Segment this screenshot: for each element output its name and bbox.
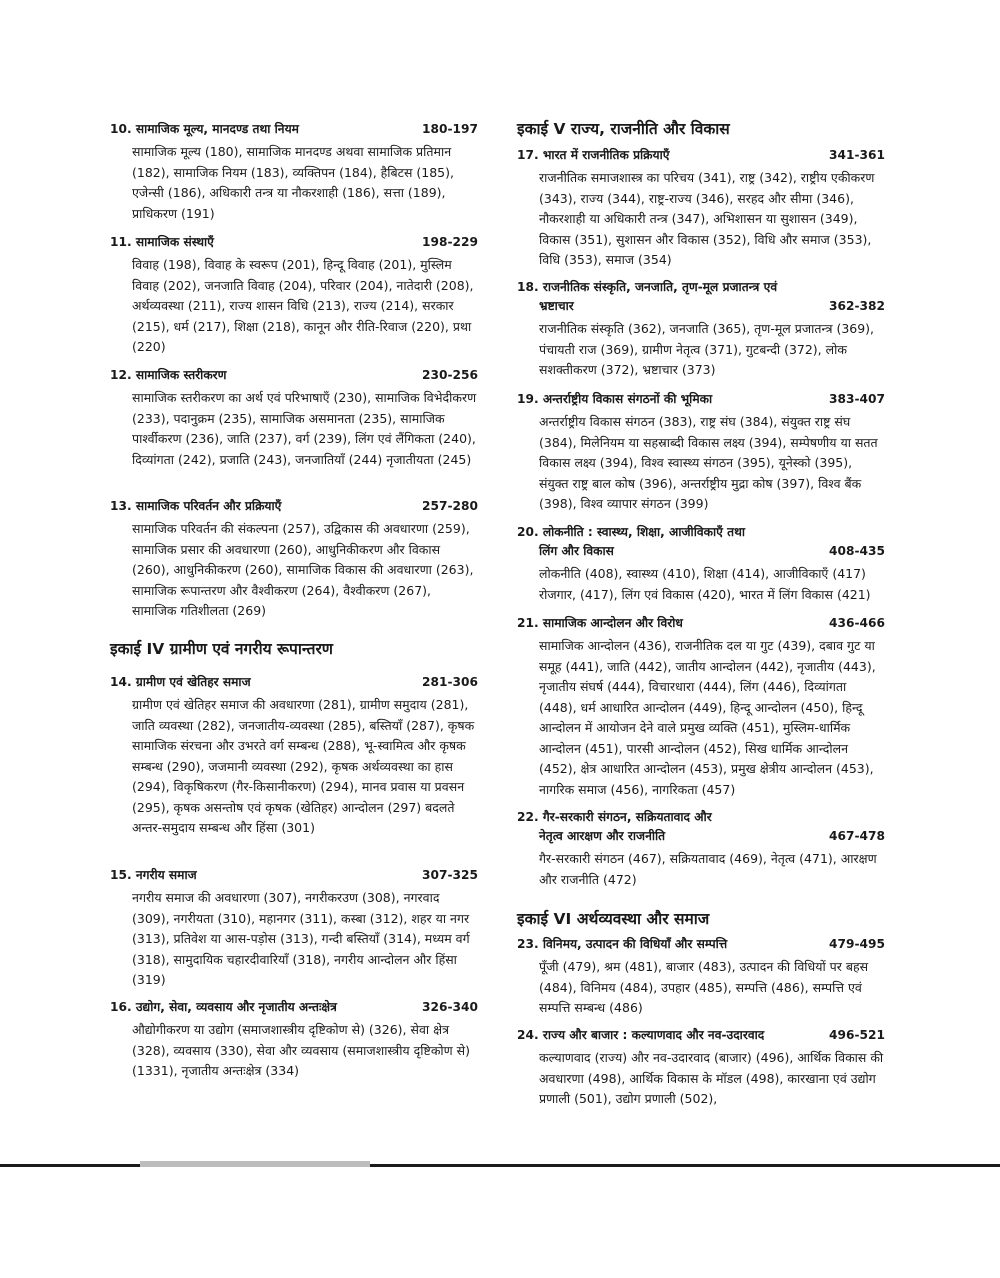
entry-title: भारत में राजनीतिक प्रक्रियाएँ xyxy=(542,148,670,162)
entry-number: 20. xyxy=(517,525,539,539)
entry-pages: 257-280 xyxy=(422,499,478,513)
entry-title: राजनीतिक संस्कृति, जनजाति, तृण-मूल प्रजातन्त्र एवं xyxy=(542,280,778,294)
entry-description: अन्तर्राष्ट्रीय विकास संगठन (383), राष्ट्र संघ (384), संयुक्त राष्ट्र संघ (384), मिलेनियम या सहस्राब्दी विकास लक्ष्य (394), सम्पेषणीय या सतत विकास लक्ष्य (394), विश्व स्वास्थ्य संगठन (395), यूनेस्को (395), संयुक्त राष्ट्र बाल कोष (396), अन्तर्राष्ट्रीय मुद्रा कोष (397), विश्व बैंक (398), विश्व व्यापार संगठन (399) xyxy=(539,414,878,511)
entry-title: गैर-सरकारी संगठन, सक्रियतावाद और xyxy=(542,810,712,824)
toc-entry-17 xyxy=(517,146,885,271)
entry-heading xyxy=(517,523,885,542)
unit-heading-v: इकाई V राज्य, राजनीति और विकास xyxy=(517,120,730,138)
entry-description: ग्रामीण एवं खेतिहर समाज की अवधारणा (281), ग्रामीण समुदाय (281), जाति व्यवस्था (282), जनजातीय-व्यवस्था (285), बस्तियाँ (287), कृषक सामाजिक संरचना और उभरते वर्ग सम्बन्ध (288), भू-स्वामित्व और कृषक सम्बन्ध (290), जजमानी व्यवस्था (292), कृषक अर्थव्यवस्था का हास (294), विकृषिकरण (गैर-किसानीकरण) (294), मानव प्रवास या प्रवसन (295), कृषक असन्तोष एवं कृषक (खेतिहर) आन्दोलन (297) बदलते अन्तर-समुदाय सम्बन्ध और हिंसा (301) xyxy=(132,697,475,835)
entry-title: ग्रामीण एवं खेतिहर समाज xyxy=(135,675,251,689)
entry-title: सामाजिक स्तरीकरण xyxy=(135,368,227,382)
entry-title: अन्तर्राष्ट्रीय विकास संगठनों की भूमिका xyxy=(542,392,713,406)
unit-heading-vi: इकाई VI अर्थव्यवस्था और समाज xyxy=(517,910,710,928)
footer-rule-accent xyxy=(140,1161,370,1167)
entry-title: विनिमय, उत्पादन की विधियाँ और सम्पत्ति xyxy=(542,937,728,951)
entry-description: सामाजिक आन्दोलन (436), राजनीतिक दल या गुट (439), दबाव गुट या समूह (441), जाति (442), जातीय आन्दोलन (442), नृजातीय (443), नृजातीय संघर्ष (444), विचारधारा (444), लिंग (446), दिव्यांगता (448), धर्म आधारित आन्दोलन (449), हिन्दू आन्दोलन (450), हिन्दू आन्दोलन में आयोजन देने वाले प्रमुख व्यक्ति (451), मुस्लिम-धार्मिक आन्दोलन (451), पारसी आन्दोलन (452), सिख धार्मिक आन्दोलन (452), क्षेत्र आधारित आन्दोलन (453), प्रमुख क्षेत्रीय आन्दोलन (453), नागरिक समाज (456), नागरिकता (457) xyxy=(539,638,876,797)
entry-heading-continued xyxy=(539,297,885,316)
entry-heading xyxy=(517,146,885,165)
toc-entry-12 xyxy=(110,366,478,470)
entry-number: 16. xyxy=(110,1000,132,1014)
entry-title: लोकनीति : स्वास्थ्य, शिक्षा, आजीविकाएँ तथा xyxy=(542,525,746,539)
toc-entry-18 xyxy=(517,278,885,381)
entry-title: राज्य और बाजार : कल्याणवाद और नव-उदारवाद xyxy=(542,1028,765,1042)
entry-description: राजनीतिक समाजशास्त्र का परिचय (341), राष्ट्र (342), राष्ट्रीय एकीकरण (343), राज्य (344), राष्ट्र-राज्य (346), सरहद और सीमा (346), नौकरशाही या अधिकारी तन्त्र (347), अभिशासन या सुशासन (349), विकास (351), सुशासन और विकास (352), विधि और समाज (353), विधि (353), समाज (354) xyxy=(539,170,875,267)
entry-title-continued: नेतृत्व आरक्षण और राजनीति xyxy=(539,829,666,843)
entry-heading-continued xyxy=(539,542,885,561)
entry-pages: 230-256 xyxy=(422,368,478,382)
entry-number: 11. xyxy=(110,235,132,249)
entry-title-continued: भ्रष्टाचार xyxy=(539,299,574,313)
entry-pages: 281-306 xyxy=(422,675,478,689)
entry-description: कल्याणवाद (राज्य) और नव-उदारवाद (बाजार) (496), आर्थिक विकास की अवधारणा (498), आर्थिक विकास के मॉडल (498), कारखाना एवं उद्योग प्रणाली (501), उद्योग प्रणाली (502), xyxy=(539,1050,884,1106)
toc-entry-15 xyxy=(110,866,478,991)
entry-pages: 341-361 xyxy=(829,148,885,162)
entry-title: सामाजिक मूल्य, मानदण्ड तथा नियम xyxy=(135,122,299,136)
unit-heading-iv: इकाई IV ग्रामीण एवं नगरीय रूपान्तरण xyxy=(110,640,334,658)
entry-heading xyxy=(517,614,885,633)
entry-number: 18. xyxy=(517,280,539,294)
entry-pages: 496-521 xyxy=(829,1028,885,1042)
entry-number: 23. xyxy=(517,937,539,951)
entry-title: सामाजिक संस्थाएँ xyxy=(135,235,214,249)
entry-heading xyxy=(110,866,478,885)
entry-description: पूँजी (479), श्रम (481), बाजार (483), उत्पादन की विधियों पर बहस (484), विनिमय (484), उपहार (485), सम्पत्ति (486), सम्पत्ति एवं सम्पत्ति सम्बन्ध (486) xyxy=(539,959,869,1015)
entry-heading xyxy=(517,808,885,827)
entry-pages: 408-435 xyxy=(829,544,885,558)
entry-number: 13. xyxy=(110,499,132,513)
entry-heading xyxy=(517,1026,885,1045)
entry-heading xyxy=(517,390,885,409)
toc-entry-14 xyxy=(110,673,478,839)
toc-entry-10 xyxy=(110,120,478,224)
entry-title: नगरीय समाज xyxy=(135,868,197,882)
entry-description: औद्योगीकरण या उद्योग (समाजशास्त्रीय दृष्टिकोण से) (326), सेवा क्षेत्र (328), व्यवसाय (330), सेवा और व्यवसाय (समाजशास्त्रीय दृष्टिकोण से) (1331), नृजातीय अन्तःक्षेत्र (334) xyxy=(132,1022,470,1078)
entry-pages: 180-197 xyxy=(422,122,478,136)
entry-number: 21. xyxy=(517,616,539,630)
entry-number: 10. xyxy=(110,122,132,136)
entry-pages: 436-466 xyxy=(829,616,885,630)
entry-description: सामाजिक मूल्य (180), सामाजिक मानदण्ड अथवा सामाजिक प्रतिमान (182), सामाजिक नियम (183), व्यक्तिपन (184), हैबिटस (185), एजेन्सी (186), अधिकारी तन्त्र या नौकरशाही (186), सत्ता (189), प्राधिकरण (191) xyxy=(132,144,454,221)
entry-title-continued: लिंग और विकास xyxy=(539,544,614,558)
entry-description: गैर-सरकारी संगठन (467), सक्रियतावाद (469), नेतृत्व (471), आरक्षण और राजनीति (472) xyxy=(539,851,877,887)
entry-description: राजनीतिक संस्कृति (362), जनजाति (365), तृण-मूल प्रजातन्त्र (369), पंचायती राज (369), ग्रामीण नेतृत्व (371), गुटबन्दी (372), लोक सशक्तीकरण (372), भ्रष्टाचार (373) xyxy=(539,321,875,377)
entry-number: 12. xyxy=(110,368,132,382)
entry-title: सामाजिक आन्दोलन और विरोध xyxy=(542,616,683,630)
entry-pages: 383-407 xyxy=(829,392,885,406)
entry-pages: 326-340 xyxy=(422,1000,478,1014)
toc-entry-20 xyxy=(517,523,885,605)
entry-number: 15. xyxy=(110,868,132,882)
toc-entry-16 xyxy=(110,998,478,1082)
entry-number: 14. xyxy=(110,675,132,689)
toc-entry-23 xyxy=(517,935,885,1019)
entry-description: लोकनीति (408), स्वास्थ्य (410), शिक्षा (414), आजीविकाएँ (417) रोजगार, (417), लिंग एवं विकास (420), भारत में लिंग विकास (421) xyxy=(539,566,871,602)
entry-number: 17. xyxy=(517,148,539,162)
entry-heading xyxy=(110,497,478,516)
entry-heading xyxy=(517,935,885,954)
entry-title: उद्योग, सेवा, व्यवसाय और नृजातीय अन्तःक्षेत्र xyxy=(135,1000,337,1014)
toc-entry-24 xyxy=(517,1026,885,1110)
entry-heading xyxy=(110,366,478,385)
entry-number: 24. xyxy=(517,1028,539,1042)
entry-number: 19. xyxy=(517,392,539,406)
toc-entry-11 xyxy=(110,233,478,358)
entry-pages: 467-478 xyxy=(829,829,885,843)
entry-description: सामाजिक स्तरीकरण का अर्थ एवं परिभाषाएँ (230), सामाजिक विभेदीकरण (233), पदानुक्रम (235), सामाजिक असमानता (235), सामाजिक पार्श्वीकरण (236), जाति (237), वर्ग (239), लिंग एवं लैंगिकता (240), दिव्यांगता (242), प्रजाति (243), जनजातियाँ (244) नृजातीयता (245) xyxy=(132,390,477,467)
entry-heading xyxy=(517,278,885,297)
entry-pages: 362-382 xyxy=(829,299,885,313)
entry-pages: 307-325 xyxy=(422,868,478,882)
toc-entry-21 xyxy=(517,614,885,800)
toc-entry-19 xyxy=(517,390,885,515)
entry-pages: 479-495 xyxy=(829,937,885,951)
entry-description: विवाह (198), विवाह के स्वरूप (201), हिन्दू विवाह (201), मुस्लिम विवाह (202), जनजाति विवाह (204), परिवार (204), नातेदारी (208), अर्थव्यवस्था (211), राज्य शासन विधि (213), राज्य (214), सरकार (215), धर्म (217), शिक्षा (218), कानून और रीति-रिवाज (220), प्रथा (220) xyxy=(132,257,474,354)
entry-heading xyxy=(110,233,478,252)
toc-entry-13 xyxy=(110,497,478,622)
entry-description: नगरीय समाज की अवधारणा (307), नगरीकरउण (308), नगरवाद (309), नगरीयता (310), महानगर (311), कस्बा (312), शहर या नगर (313), प्रतिवेश या आस-पड़ोस (313), गन्दी बस्तियाँ (314), मध्यम वर्ग (318), सामुदायिक चहारदीवारियाँ (318), नगरीय आन्दोलन और हिंसा (319) xyxy=(132,890,470,987)
entry-heading-continued xyxy=(539,827,885,846)
entry-heading xyxy=(110,120,478,139)
entry-pages: 198-229 xyxy=(422,235,478,249)
entry-description: सामाजिक परिवर्तन की संकल्पना (257), उद्विकास की अवधारणा (259), सामाजिक प्रसार की अवधारणा (260), आधुनिकीकरण और विकास (260), आधुनिकीकरण (260), सामाजिक विकास की अवधारणा (263), सामाजिक रूपान्तरण और वैश्वीकरण (264), वैश्वीकरण (267), सामाजिक गतिशीलता (269) xyxy=(132,521,474,618)
entry-title: सामाजिक परिवर्तन और प्रक्रियाएँ xyxy=(135,499,282,513)
entry-heading xyxy=(110,673,478,692)
toc-entry-22 xyxy=(517,808,885,890)
entry-number: 22. xyxy=(517,810,539,824)
entry-heading xyxy=(110,998,478,1017)
